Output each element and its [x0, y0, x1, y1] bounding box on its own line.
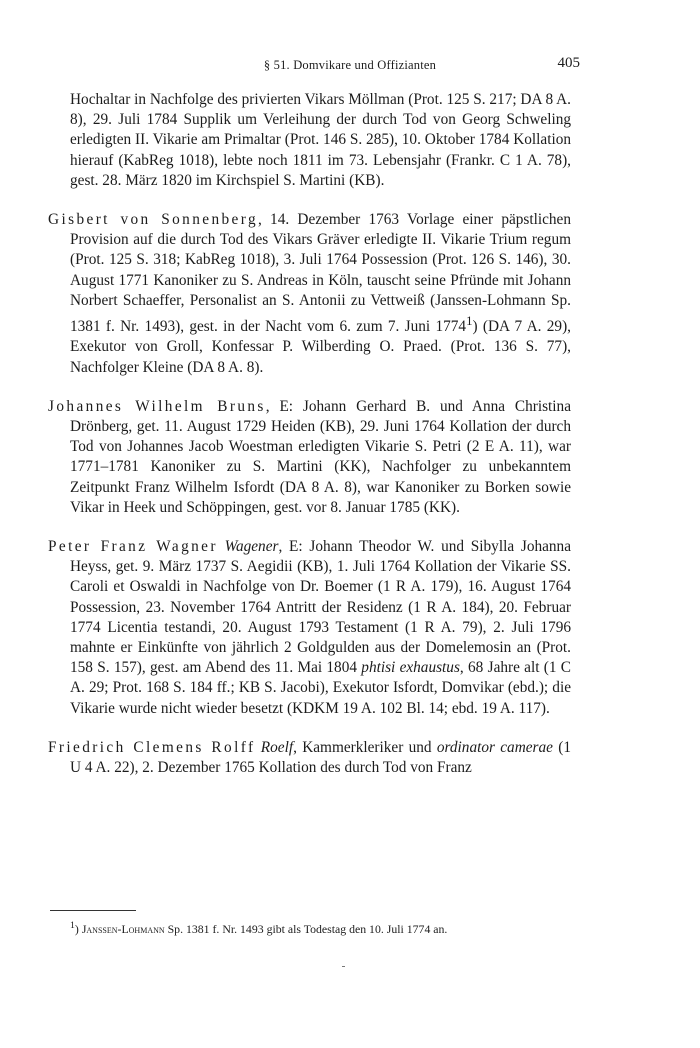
running-title: § 51. Domvikare und Offizianten	[263, 58, 437, 72]
entry-continuation	[48, 90, 571, 191]
body-text	[48, 90, 571, 797]
footnote-author: Janssen-Lohmann	[81, 921, 165, 936]
office-title: ordinator camerae	[436, 738, 553, 756]
name-variant: Wagener	[224, 537, 279, 555]
footnote-divider	[50, 910, 136, 911]
entry-text: , E: Johann Gerhard B. und Anna Christina Drönberg, get. 11. August 1729 Heiden (KB), 29. Juni 1764 Kollation der durch Tod von Johannes Jacob Woestman erledigten Vikarie S. Petri (2 E A. 11), war 1771–1781 Kanoniker zu S. Martini (KK), Nachfolger zu unbekanntem Zeitpunkt Franz Wilhelm Isfordt (DA 8 A. 8), war Kanoniker zu Borken sowie Vikar in Heek und Schöppingen, gest. vor 8. Januar 1785 (KK).	[70, 397, 571, 516]
page-number: 405	[557, 55, 580, 71]
page-mark	[342, 966, 345, 967]
entry-text: , Kammerkleriker und	[293, 738, 437, 756]
entry-rolff	[48, 738, 571, 778]
person-name: Friedrich Clemens Rolff	[48, 738, 256, 756]
person-name: Peter Franz Wagner	[48, 537, 218, 555]
footnote-reference: 1	[466, 314, 473, 329]
person-name: Johannes Wilhelm Bruns	[48, 397, 266, 415]
entry-text: (1 U 4 A. 22), 2. Dezember 1765 Kollation des durch Tod von Franz	[70, 738, 571, 776]
entry-text: ) (DA 7 A. 29), Exekutor von Groll, Konfessar P. Wilberding O. Praed. (Prot. 136 S. 77), Nachfolger Kleine (DA 8 A. 8).	[70, 318, 571, 376]
footnote-marker: 1	[70, 920, 75, 931]
footnote: $^1$) Janssen-Lohmann Sp. 1381 f. Nr. 1493 gibt als Todestag den 10. Juli 1774 an.	[70, 920, 448, 936]
entry-text: , E: Johann Theodor W. und Sibylla Johanna Heyss, get. 9. März 1737 S. Aegidii (KB), 1. Juli 1764 Kollation der Vikarie SS. Caroli et Oswaldi in Nachfolge von Dr. Boemer (1 R A. 179), 16. August 1764 Possession, 23. November 1764 Antritt der Residenz (1 R A. 184), 20. Februar 1774 Licentia testandi, 20. August 1793 Testament (1 R A. 79), 2. Juli 1796 mahnte er Einkünfte von jährlich 2 Goldgulden aus der Domelemosin an (Prot. 158 S. 157), gest. am Abend des 11. Mai 1804	[70, 537, 571, 677]
cause-of-death: phtisi exhaustus	[361, 659, 460, 677]
entry-text: Hochaltar in Nachfolge des privierten Vikars Möllman (Prot. 125 S. 217; DA 8 A. 8), 29. Juli 1784 Supplik um Verleihung der durch Tod von Georg Schweling erledigten II. Vikarie am Primaltar (Prot. 146 S. 285), 10. Oktober 1784 Kollation hierauf (KabReg 1018), lebte noch 1811 im 73. Lebensjahr (Frankr. C 1 A. 78), gest. 28. März 1820 im Kirchspiel S. Martini (KB).	[70, 91, 571, 189]
entry-text: , 68 Jahre alt (1 C A. 29; Prot. 168 S. 184 ff.; KB S. Jacobi), Exekutor Isfordt, Domvikar (ebd.); die Vikarie wurde nicht wieder besetzt (KDKM 19 A. 102 Bl. 14; ebd. 19 A. 117).	[70, 659, 571, 717]
entry-bruns	[48, 397, 571, 518]
entry-text: , 14. Dezember 1763 Vorlage einer päpstlichen Provision auf die durch Tod des Vikars Gräver erledigte II. Vikarie Trium regum (Prot. 125 S. 318; KabReg 1018), 3. Juli 1764 Possession (Prot. 126 S. 146), 30. August 1771 Kanoniker zu S. Andreas in Köln, tauscht seine Pfründe mit Johann Norbert Schaeffer, Personalist an S. Antonii zu Vettweiß (Janssen-Lohmann Sp. 1381 f. Nr. 1493), gest. in der Nacht vom 6. zum 7. Juni 1774	[70, 211, 571, 336]
name-variant: Roelf	[260, 738, 294, 756]
footnote-text: Sp. 1381 f. Nr. 1493 gibt als Todestag den 10. Juli 1774 an.	[164, 921, 448, 936]
person-name: Gisbert von Sonnenberg	[48, 211, 259, 229]
entry-wagner	[48, 537, 571, 719]
entry-sonnenberg	[48, 210, 571, 378]
